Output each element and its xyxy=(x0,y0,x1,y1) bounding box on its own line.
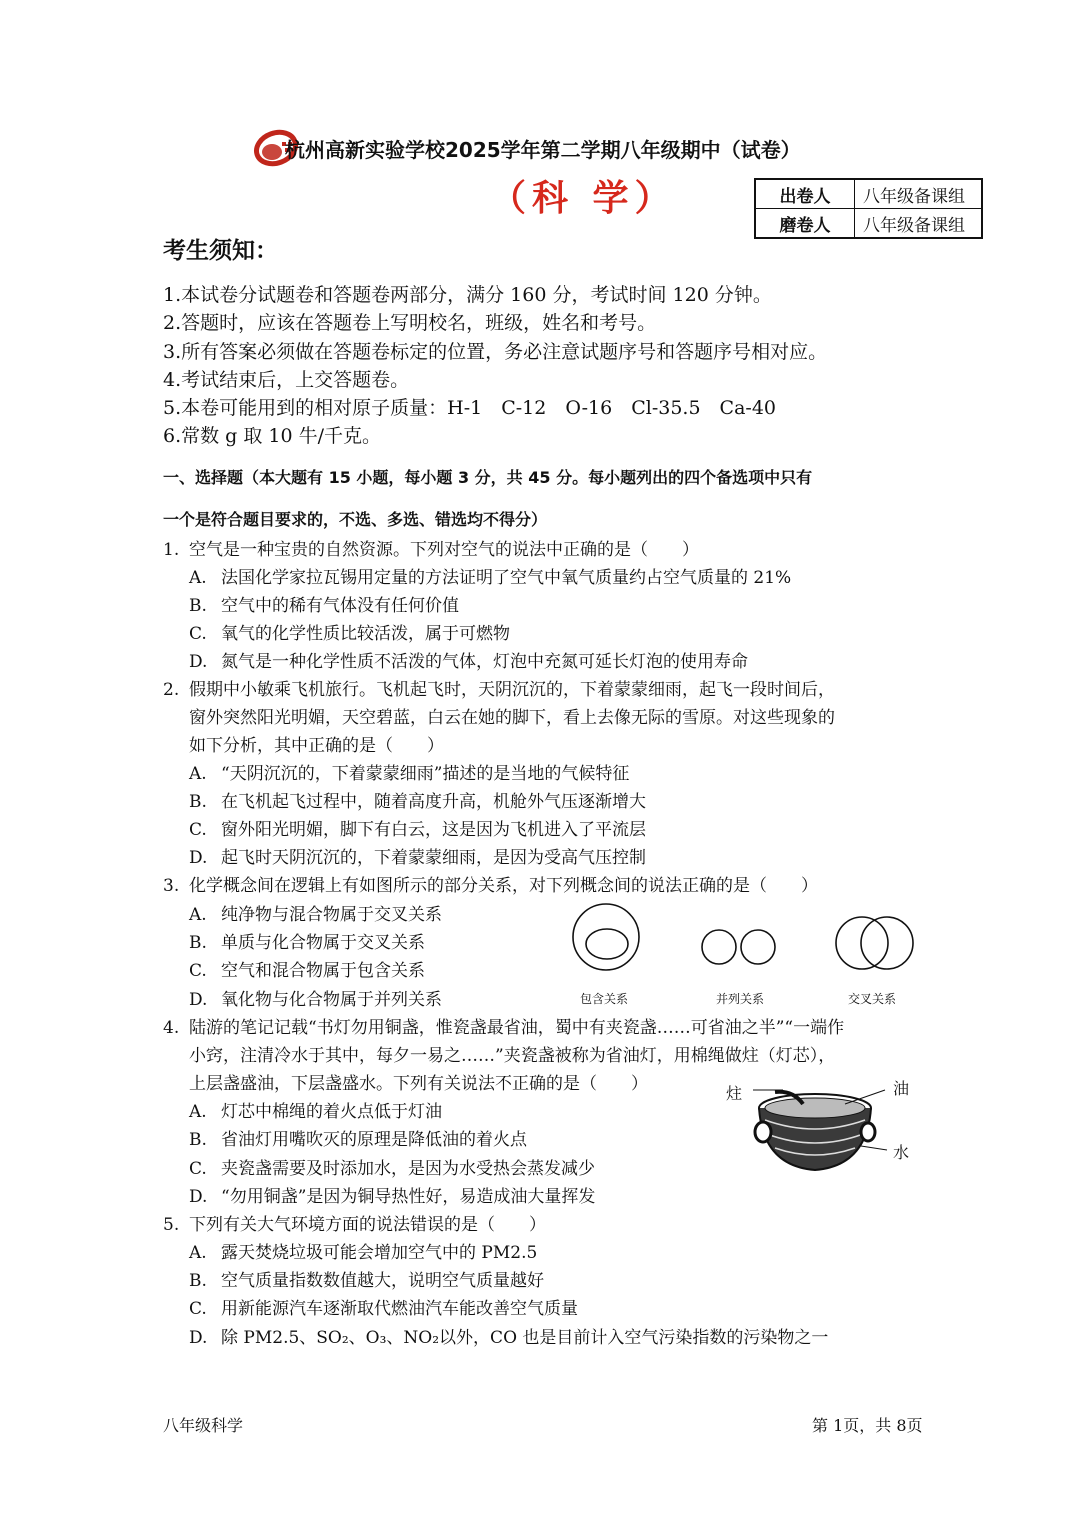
option-text: 省油灯用嘴吹灭的原理是降低油的着火点 xyxy=(221,1130,527,1150)
question-text-cont: 上层盏盛油，下层盏盛水。下列有关说法不正确的是（ ） xyxy=(189,1074,648,1094)
question-text: 化学概念间在逻辑上有如图所示的部分关系，对下列概念间的说法正确的是（ ） xyxy=(189,876,818,896)
notice-item: 4.考试结束后，上交答题卷。 xyxy=(163,369,410,391)
option-text: “勿用铜盏”是因为铜导热性好，易造成油大量挥发 xyxy=(221,1187,596,1207)
option-letter: A. xyxy=(189,568,207,588)
option-letter: B. xyxy=(189,1271,207,1291)
question-3 xyxy=(163,871,818,896)
question-number: 3. xyxy=(163,876,180,896)
option-4a xyxy=(189,1097,442,1122)
option-2d xyxy=(189,843,646,868)
lamp-label-water: 水 xyxy=(893,1143,910,1162)
notice-heading: 考生须知： xyxy=(163,238,278,264)
option-3c xyxy=(189,956,425,981)
option-letter: C. xyxy=(189,1159,207,1179)
parallel-circle-left xyxy=(702,930,736,964)
lamp-oil-surface xyxy=(765,1098,865,1118)
option-2a xyxy=(189,759,629,784)
section-heading-cont: 一个是符合题目要求的，不选、多选、错选均不得分） xyxy=(163,510,548,529)
question-text: 假期中小敏乘飞机旅行。飞机起飞时，天阴沉沉的，下着蒙蒙细雨，起飞一段时间后， xyxy=(189,680,835,700)
question-5 xyxy=(163,1210,546,1235)
option-5c xyxy=(189,1294,578,1319)
contain-outer-circle xyxy=(573,904,639,970)
question-text-cont: 如下分析，其中正确的是（ ） xyxy=(189,736,444,756)
option-text: 空气和混合物属于包含关系 xyxy=(221,961,425,981)
option-text: 法国化学家拉瓦锡用定量的方法证明了空气中氧气质量约占空气质量的 21% xyxy=(221,568,792,588)
option-letter: A. xyxy=(189,1243,207,1263)
option-text: 空气中的稀有气体没有任何价值 xyxy=(221,596,459,616)
question-2 xyxy=(163,675,835,700)
option-letter: B. xyxy=(189,933,207,953)
section-heading: 一、选择题（本大题有 15 小题，每小题 3 分，共 45 分。每小题列出的四个备选项中只有 xyxy=(163,468,813,487)
option-2b xyxy=(189,787,646,812)
question-text: 下列有关大气环境方面的说法错误的是（ ） xyxy=(189,1215,546,1235)
lamp-water-spout xyxy=(755,1122,771,1142)
option-letter: B. xyxy=(189,596,207,616)
option-text: 氧化物与化合物属于并列关系 xyxy=(221,990,442,1010)
author-value: 八年级备课组 xyxy=(855,179,983,209)
option-letter: A. xyxy=(189,764,207,784)
notice-item: 3.所有答案必须做在答题卷标定的位置，务必注意试题序号和答题序号相对应。 xyxy=(163,341,828,363)
question-number: 1. xyxy=(163,540,180,560)
option-letter: A. xyxy=(189,905,207,925)
figure-label-contain: 包含关系 xyxy=(580,992,629,1006)
option-text: 起飞时天阴沉沉的，下着蒙蒙细雨，是因为受高气压控制 xyxy=(221,848,646,868)
option-5a xyxy=(189,1238,537,1263)
question-4 xyxy=(163,1013,844,1038)
option-letter: C. xyxy=(189,624,207,644)
oil-lamp-figure xyxy=(745,1078,895,1183)
contain-inner-ellipse xyxy=(586,929,628,959)
option-5d xyxy=(189,1323,828,1348)
option-text: 灯芯中棉绳的着火点低于灯油 xyxy=(221,1102,442,1122)
option-text: 用新能源汽车逐渐取代燃油汽车能改善空气质量 xyxy=(221,1299,578,1319)
option-text: “天阴沉沉的，下着蒙蒙细雨”描述的是当地的气候特征 xyxy=(221,764,630,784)
option-letter: C. xyxy=(189,820,207,840)
water-leader xyxy=(861,1146,887,1150)
option-letter: D. xyxy=(189,652,208,672)
intersect-circle-left xyxy=(836,917,888,969)
option-letter: D. xyxy=(189,1328,208,1348)
option-letter: C. xyxy=(189,1299,207,1319)
subject-title: （科 学） xyxy=(490,178,677,219)
option-5b xyxy=(189,1266,544,1291)
option-text: 在飞机起飞过程中，随着高度升高，机舱外气压逐渐增大 xyxy=(221,792,646,812)
notice-item: 2.答题时，应该在答题卷上写明校名，班级，姓名和考号。 xyxy=(163,312,657,334)
option-letter: B. xyxy=(189,792,207,812)
option-3a xyxy=(189,900,442,925)
option-letter: A. xyxy=(189,1102,207,1122)
question-text-cont: 小窍，注清冷水于其中，每夕一易之……”夹瓷盏被称为省油灯，用棉绳做炷（灯芯）， xyxy=(189,1046,836,1066)
option-text: 氮气是一种化学性质不活泼的气体，灯泡中充氮可延长灯泡的使用寿命 xyxy=(221,652,748,672)
option-letter: C. xyxy=(189,961,207,981)
question-text: 陆游的笔记记载“书灯勿用铜盏，惟瓷盏最省油，蜀中有夹瓷盏……可省油之半”“一端作 xyxy=(189,1018,845,1038)
option-text: 窗外阳光明媚，脚下有白云，这是因为飞机进入了平流层 xyxy=(221,820,646,840)
option-letter: D. xyxy=(189,848,208,868)
option-letter: B. xyxy=(189,1130,207,1150)
option-letter: D. xyxy=(189,990,208,1010)
author-table xyxy=(754,178,983,239)
option-text: 单质与化合物属于交叉关系 xyxy=(221,933,425,953)
question-number: 4. xyxy=(163,1018,180,1038)
option-text: 氧气的化学性质比较活泼，属于可燃物 xyxy=(221,624,510,644)
exam-title: 杭州高新实验学校2025学年第二学期八年级期中（试卷） xyxy=(285,138,801,162)
option-1b xyxy=(189,591,459,616)
question-number: 2. xyxy=(163,680,180,700)
notice-item: 1.本试卷分试题卷和答题卷两部分，满分 160 分，考试时间 120 分钟。 xyxy=(163,284,772,306)
question-1 xyxy=(163,535,699,560)
author-label: 出卷人 xyxy=(755,179,855,209)
reviewer-value: 八年级备课组 xyxy=(855,209,983,239)
notice-item: 6.常数 g 取 10 牛/千克。 xyxy=(163,425,382,447)
set-relation-figure xyxy=(560,895,930,980)
option-2c xyxy=(189,815,646,840)
question-number: 5. xyxy=(163,1215,180,1235)
footer-page-number: 第 1页，共 8页 xyxy=(812,1416,923,1435)
footer-subject: 八年级科学 xyxy=(163,1416,244,1435)
option-text: 夹瓷盏需要及时添加水，是因为水受热会蒸发减少 xyxy=(221,1159,595,1179)
parallel-circle-right xyxy=(741,930,775,964)
lamp-handle xyxy=(861,1123,875,1141)
option-text: 除 PM2.5、SO₂、O₃、NO₂以外，CO 也是目前计入空气污染指数的污染物之一 xyxy=(221,1328,829,1348)
option-4b xyxy=(189,1125,527,1150)
option-1d xyxy=(189,647,748,672)
option-letter: D. xyxy=(189,1187,208,1207)
notice-item: 5.本卷可能用到的相对原子质量：H-1 C-12 O-16 Cl-35.5 Ca-40 xyxy=(163,397,777,419)
lamp-label-oil: 油 xyxy=(893,1079,910,1098)
option-3b xyxy=(189,928,425,953)
reviewer-label: 磨卷人 xyxy=(755,209,855,239)
option-4d xyxy=(189,1182,595,1207)
figure-label-intersect: 交叉关系 xyxy=(848,992,897,1006)
option-text: 纯净物与混合物属于交叉关系 xyxy=(221,905,442,925)
lamp-label-wick: 炷 xyxy=(726,1084,743,1103)
option-text: 空气质量指数数值越大，说明空气质量越好 xyxy=(221,1271,544,1291)
option-text: 露天焚烧垃圾可能会增加空气中的 PM2.5 xyxy=(221,1243,538,1263)
question-text-cont: 窗外突然阳光明媚，天空碧蓝，白云在她的脚下，看上去像无际的雪原。对这些现象的 xyxy=(189,708,835,728)
question-text: 空气是一种宝贵的自然资源。下列对空气的说法中正确的是（ ） xyxy=(189,540,699,560)
figure-label-parallel: 并列关系 xyxy=(716,992,765,1006)
option-1c xyxy=(189,619,510,644)
option-3d xyxy=(189,985,442,1010)
intersect-circle-right xyxy=(861,917,913,969)
option-4c xyxy=(189,1154,595,1179)
option-1a xyxy=(189,563,791,588)
